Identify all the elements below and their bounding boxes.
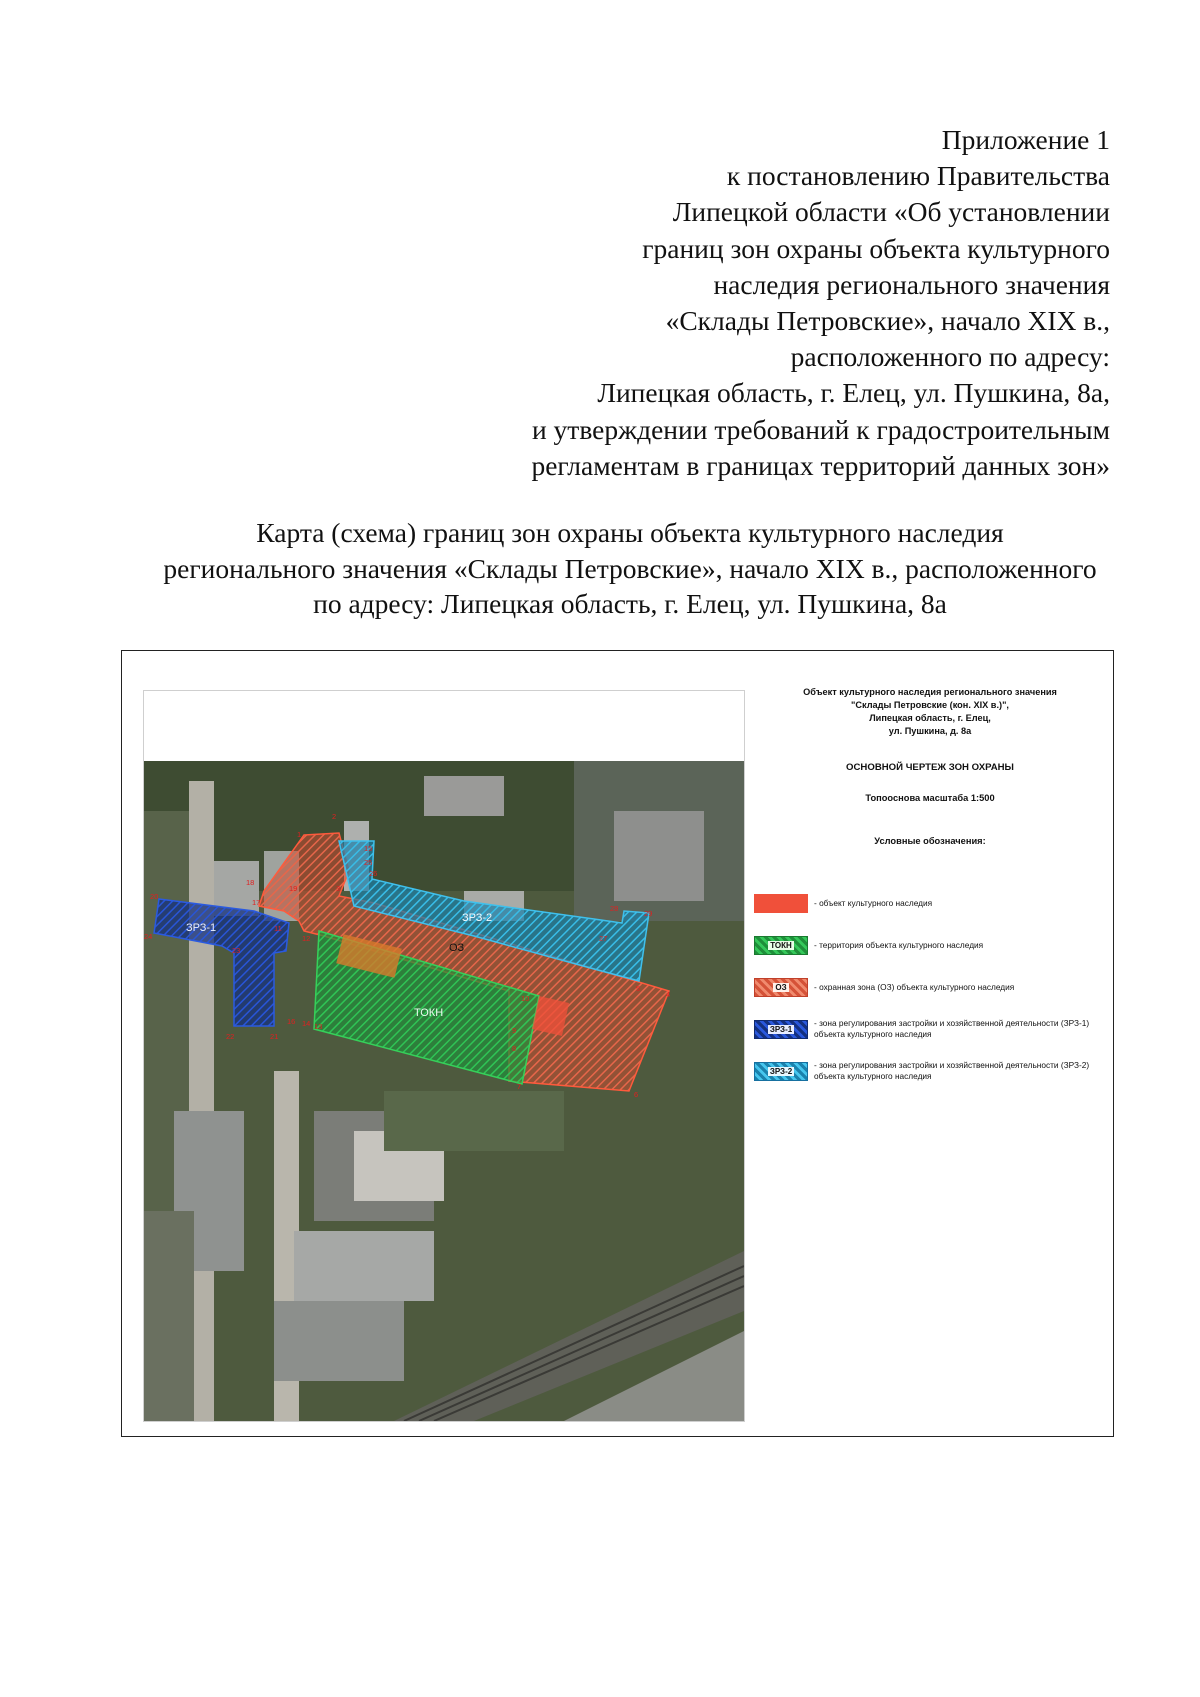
map-legend (754, 686, 1106, 1092)
point-label: 8 (512, 1044, 517, 1053)
legend-item-text: - объект культурного наследия (814, 897, 933, 908)
swatch-tokn (754, 936, 808, 955)
map-image (143, 690, 745, 1422)
swatch-heritage-object (754, 894, 808, 913)
point-label: 19 (289, 884, 298, 893)
point-label: 14 (302, 1019, 311, 1028)
appendix-line: границ зон охраны объекта культурного (642, 232, 1110, 264)
point-label: 15 (364, 844, 373, 853)
point-label: 16 (287, 1017, 296, 1026)
point-label: 28 (610, 904, 619, 913)
point-label: 27 (599, 934, 608, 943)
drawing-title: ОСНОВНОЙ ЧЕРТЕЖ ЗОН ОХРАНЫ (846, 762, 1014, 773)
legend-item-zrz2 (754, 1050, 1106, 1092)
point-label: 7 (517, 1082, 522, 1091)
point-label: 9 (512, 1026, 517, 1035)
label-zrz1: ЗРЗ-1 (186, 922, 217, 934)
point-label: 1 (297, 830, 302, 839)
point-label: 10 (521, 994, 530, 1003)
legend-item-text: - территория объекта культурного наследия (814, 939, 984, 950)
label-zrz2: ЗРЗ-2 (462, 912, 493, 924)
appendix-line: Липецкая область, г. Елец, ул. Пушкина, 8а, (597, 377, 1110, 409)
appendix-line: регламентам в границах территорий данных зон» (531, 449, 1110, 481)
swatch-label: ЗРЗ-1 (769, 1024, 793, 1034)
legend-heading-line: ул. Пушкина, д. 8а (888, 726, 972, 736)
legend-heading-line: Липецкая область, г. Елец, (869, 713, 991, 723)
swatch-oz (754, 978, 808, 997)
legend-heading (754, 686, 1106, 738)
swatch-zrz2 (754, 1062, 808, 1081)
appendix-line: и утверждении требований к градостроительным (531, 413, 1110, 445)
point-label: 22 (226, 1032, 235, 1041)
appendix-line: наследия регионального значения (713, 268, 1110, 300)
point-label: 21 (270, 1032, 279, 1041)
legend-item-text: - охранная зона (ОЗ) объекта культурного наследия (814, 981, 1015, 992)
legend-heading-line: Объект культурного наследия регионального значения (803, 687, 1057, 697)
point-label: 18 (246, 878, 255, 887)
point-label: 5 (636, 984, 641, 993)
legend-item-text: - зона регулирования застройки и хозяйственной деятельности (ЗРЗ-2) объекта культурного наследия (814, 1060, 1090, 1081)
swatch-label: ТОКН (770, 940, 792, 950)
appendix-line: «Склады Петровские», начало XIX в., (665, 305, 1110, 337)
appendix-line: расположенного по адресу: (790, 341, 1110, 373)
label-oz: ОЗ (449, 942, 465, 954)
point-label: 23 (232, 946, 241, 955)
point-label: 13 (314, 1022, 323, 1031)
map-title (150, 515, 1110, 622)
swatch-label: ЗРЗ-2 (769, 1066, 793, 1076)
legend-caption: Условные обозначения: (874, 836, 986, 846)
appendix-block (470, 122, 1110, 484)
appendix-line: Липецкой области «Об установлении (672, 196, 1110, 228)
point-label: 6 (634, 1090, 639, 1099)
point-label: 11 (274, 924, 282, 933)
point-label: 12 (302, 934, 311, 943)
point-label: 25 (364, 858, 373, 867)
title-line: по адресу: Липецкая область, г. Елец, ул. Пушкина, 8а (313, 588, 947, 619)
point-label: 24 (144, 932, 153, 941)
legend-item-zrz1 (754, 1008, 1106, 1050)
point-label: 2 (332, 812, 337, 821)
point-label: 4 (666, 990, 671, 999)
appendix-line: к постановлению Правительства (726, 160, 1110, 192)
satellite-map (144, 691, 744, 1421)
legend-heading-line: "Склады Петровские (кон. XIX в.)", (851, 700, 1009, 710)
legend-item-oz (754, 966, 1106, 1008)
point-label: 20 (150, 892, 159, 901)
swatch-zrz1 (754, 1020, 808, 1039)
swatch-label: ОЗ (775, 982, 787, 992)
title-line: Карта (схема) границ зон охраны объекта культурного наследия (256, 517, 1004, 548)
legend-item-tokn (754, 924, 1106, 966)
point-label: 29 (644, 909, 653, 918)
appendix-line: Приложение 1 (941, 124, 1110, 155)
legend-items (754, 882, 1106, 1092)
label-tokn: ТОКН (414, 1007, 444, 1019)
legend-item-text: - зона регулирования застройки и хозяйственной деятельности (ЗРЗ-1) объекта культурного наследия (814, 1018, 1090, 1039)
point-label: 26 (369, 869, 378, 878)
legend-item-heritage-object (754, 882, 1106, 924)
point-label: 3 (336, 884, 341, 893)
title-line: регионального значения «Склады Петровские», начало XIX в., расположенного (163, 552, 1097, 584)
point-label: 17 (252, 898, 261, 907)
scale-note: Топооснова масштаба 1:500 (865, 793, 995, 803)
